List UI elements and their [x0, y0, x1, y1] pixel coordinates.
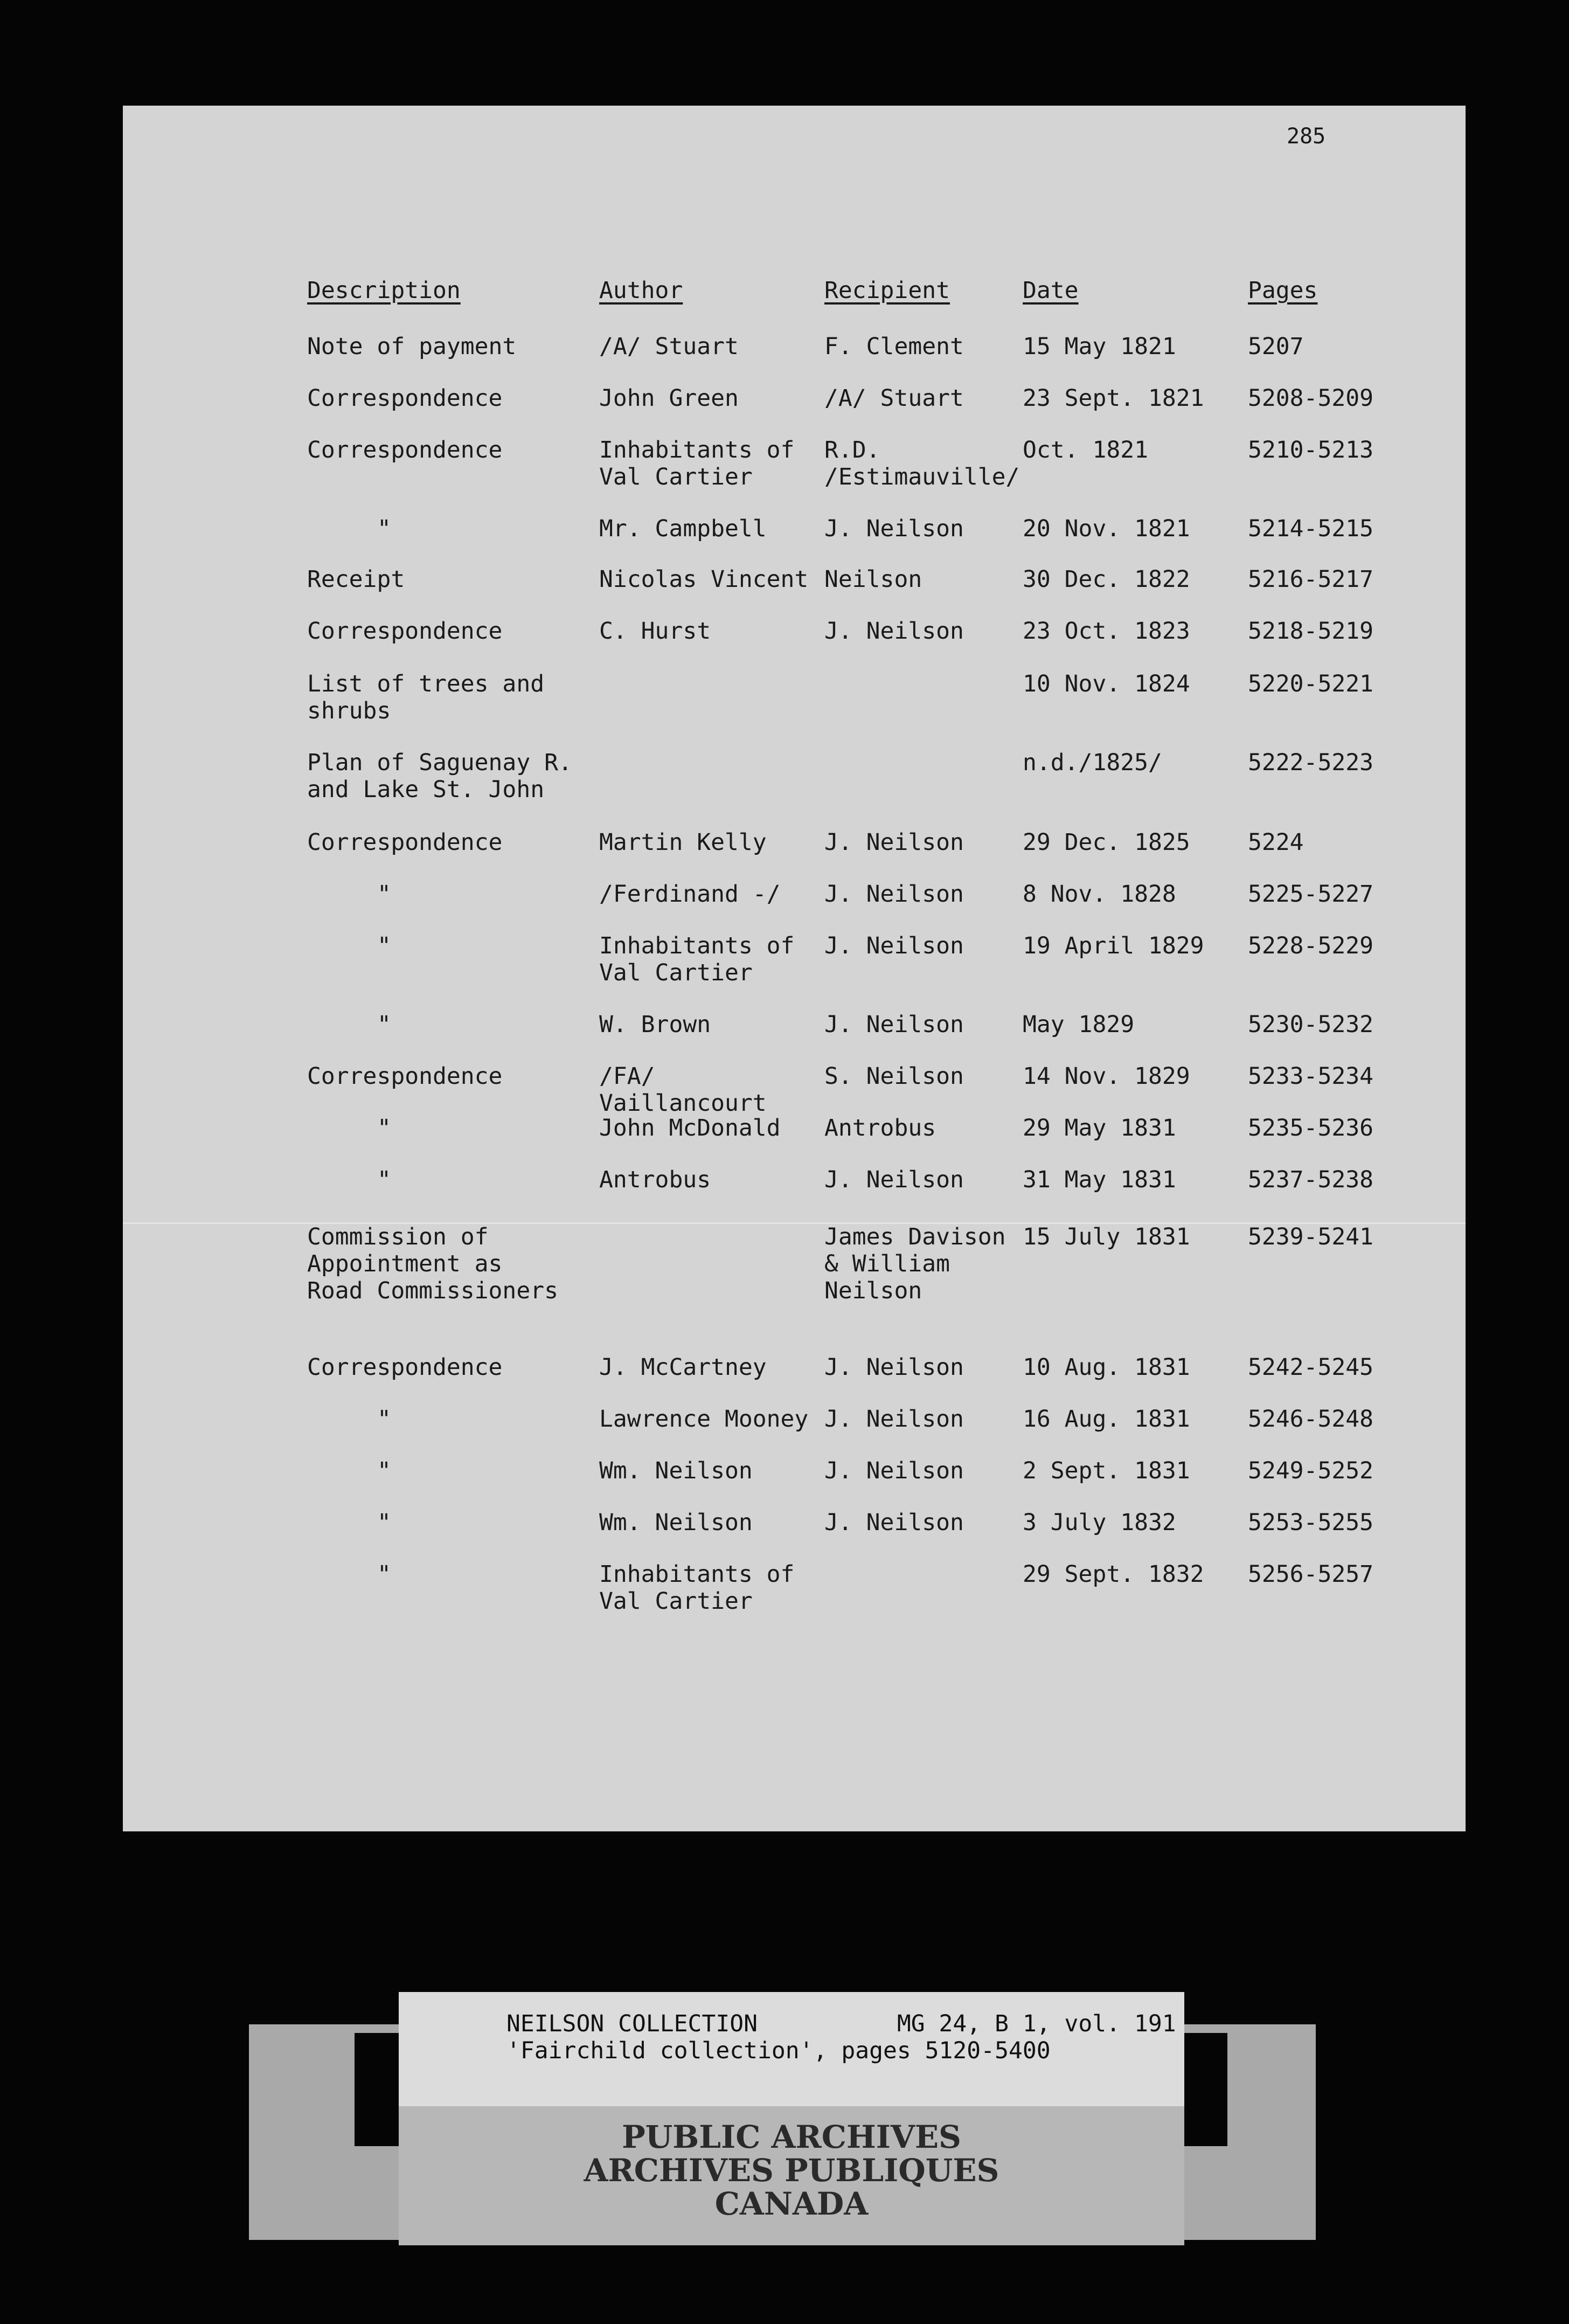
header-recipient: Recipient — [824, 277, 950, 304]
cell-recipient: J. Neilson — [824, 932, 964, 959]
collection-label-line2: 'Fairchild collection', pages 5120-5400 — [506, 2037, 1051, 2064]
cell-pages: 5230-5232 — [1248, 1011, 1373, 1038]
cell-recipient: J. Neilson — [824, 881, 964, 908]
cell-pages: 5237-5238 — [1248, 1166, 1373, 1193]
cell-pages: 5208-5209 — [1248, 385, 1373, 412]
cell-pages: 5242-5245 — [1248, 1354, 1373, 1381]
cell-description: " — [377, 1166, 391, 1193]
cell-author: /A/ Stuart — [599, 333, 739, 360]
cell-recipient: J. Neilson — [824, 515, 964, 542]
cell-recipient: J. Neilson — [824, 1166, 964, 1193]
cell-description: " — [377, 1457, 391, 1484]
page-number: 285 — [1287, 124, 1326, 149]
cell-date: 23 Sept. 1821 — [1023, 385, 1204, 412]
cell-pages: 5222-5223 — [1248, 749, 1373, 776]
cell-date: 30 Dec. 1822 — [1023, 566, 1190, 593]
cell-author: Inhabitants of Val Cartier — [599, 437, 795, 490]
cell-description: " — [377, 515, 391, 542]
cell-date: 2 Sept. 1831 — [1023, 1457, 1190, 1484]
cell-recipient: /A/ Stuart — [824, 385, 964, 412]
cell-date: 15 July 1831 — [1023, 1223, 1190, 1250]
archives-stamp — [399, 2106, 1184, 2245]
header-pages: Pages — [1248, 277, 1318, 304]
cell-author: W. Brown — [599, 1011, 711, 1038]
cell-recipient: Antrobus — [824, 1115, 936, 1142]
cell-pages: 5216-5217 — [1248, 566, 1373, 593]
cell-description: Plan of Saguenay R. and Lake St. John — [307, 749, 572, 803]
cell-pages: 5220-5221 — [1248, 670, 1373, 697]
cell-author: Wm. Neilson — [599, 1509, 753, 1536]
cell-author: Inhabitants of Val Cartier — [599, 1561, 795, 1615]
label-shadow-right — [1184, 2033, 1227, 2146]
cell-pages: 5218-5219 — [1248, 618, 1373, 645]
header-description: Description — [307, 277, 461, 304]
header-date: Date — [1023, 277, 1079, 304]
cell-pages: 5235-5236 — [1248, 1115, 1373, 1142]
cell-pages: 5256-5257 — [1248, 1561, 1373, 1588]
cell-description: " — [377, 1115, 391, 1142]
cell-recipient: S. Neilson — [824, 1063, 964, 1090]
cell-date: n.d./1825/ — [1023, 749, 1162, 776]
cell-author: Nicolas Vincent — [599, 566, 809, 593]
cell-date: 19 April 1829 — [1023, 932, 1204, 959]
cell-author: Lawrence Mooney — [599, 1406, 809, 1433]
label-shadow-left — [355, 2033, 399, 2146]
cell-date: May 1829 — [1023, 1011, 1135, 1038]
cell-author: C. Hurst — [599, 618, 711, 645]
cell-date: Oct. 1821 — [1023, 437, 1148, 464]
cell-recipient: Neilson — [824, 566, 922, 593]
collection-label — [399, 1992, 1184, 2106]
cell-pages: 5233-5234 — [1248, 1063, 1373, 1090]
cell-date: 8 Nov. 1828 — [1023, 881, 1176, 908]
cell-recipient: J. Neilson — [824, 1011, 964, 1038]
cell-date: 31 May 1831 — [1023, 1166, 1176, 1193]
cell-description: " — [377, 932, 391, 959]
cell-recipient: J. Neilson — [824, 1509, 964, 1536]
cell-description: " — [377, 881, 391, 908]
cell-description: Note of payment — [307, 333, 517, 360]
cell-date: 23 Oct. 1823 — [1023, 618, 1190, 645]
cell-date: 10 Nov. 1824 — [1023, 670, 1190, 697]
cell-recipient: J. Neilson — [824, 1354, 964, 1381]
cell-pages: 5249-5252 — [1248, 1457, 1373, 1484]
cell-author: J. McCartney — [599, 1354, 767, 1381]
cell-description: " — [377, 1509, 391, 1536]
cell-author: Mr. Campbell — [599, 515, 767, 542]
cell-description: Correspondence — [307, 618, 503, 645]
cell-author: /FA/ Vaillancourt — [599, 1063, 767, 1117]
cell-author: Wm. Neilson — [599, 1457, 753, 1484]
cell-date: 20 Nov. 1821 — [1023, 515, 1190, 542]
cell-author: John Green — [599, 385, 739, 412]
cell-date: 29 Sept. 1832 — [1023, 1561, 1204, 1588]
cell-author: Antrobus — [599, 1166, 711, 1193]
cell-pages: 5207 — [1248, 333, 1304, 360]
cell-pages: 5228-5229 — [1248, 932, 1373, 959]
cell-date: 16 Aug. 1831 — [1023, 1406, 1190, 1433]
cell-date: 14 Nov. 1829 — [1023, 1063, 1190, 1090]
document-page — [123, 106, 1466, 1831]
cell-date: 15 May 1821 — [1023, 333, 1176, 360]
cell-recipient: F. Clement — [824, 333, 964, 360]
cell-recipient: James Davison & William Neilson — [824, 1223, 1006, 1304]
cell-description: " — [377, 1011, 391, 1038]
cell-pages: 5225-5227 — [1248, 881, 1373, 908]
cell-description: Commission of Appointment as Road Commissioners — [307, 1223, 558, 1304]
cell-description: " — [377, 1406, 391, 1433]
cell-date: 10 Aug. 1831 — [1023, 1354, 1190, 1381]
cell-author: /Ferdinand -/ — [599, 881, 781, 908]
cell-description: Correspondence — [307, 1063, 503, 1090]
cell-pages: 5246-5248 — [1248, 1406, 1373, 1433]
cell-description: " — [377, 1561, 391, 1588]
cell-author: Martin Kelly — [599, 829, 767, 856]
cell-description: Correspondence — [307, 437, 503, 464]
cell-pages: 5239-5241 — [1248, 1223, 1373, 1250]
cell-pages: 5210-5213 — [1248, 437, 1373, 464]
cell-description: Correspondence — [307, 385, 503, 412]
stamp-line3: CANADA — [714, 2185, 869, 2222]
cell-pages: 5214-5215 — [1248, 515, 1373, 542]
cell-pages: 5224 — [1248, 829, 1304, 856]
cell-author: Inhabitants of Val Cartier — [599, 932, 795, 986]
header-author: Author — [599, 277, 683, 304]
cell-pages: 5253-5255 — [1248, 1509, 1373, 1536]
cell-description: Correspondence — [307, 1354, 503, 1381]
cell-date: 29 Dec. 1825 — [1023, 829, 1190, 856]
cell-recipient: J. Neilson — [824, 1406, 964, 1433]
cell-date: 29 May 1831 — [1023, 1115, 1176, 1142]
cell-description: Correspondence — [307, 829, 503, 856]
cell-recipient: R.D. /Estimauville/ — [824, 437, 1020, 490]
cell-recipient: J. Neilson — [824, 829, 964, 856]
cell-recipient: J. Neilson — [824, 1457, 964, 1484]
stamp-line1: PUBLIC ARCHIVES — [622, 2119, 961, 2155]
cell-recipient: J. Neilson — [824, 618, 964, 645]
finding-aid-table — [123, 106, 1466, 1831]
archive-label-strip — [249, 1992, 1316, 2245]
stamp-line2: ARCHIVES PUBLIQUES — [584, 2152, 999, 2189]
cell-description: Receipt — [307, 566, 405, 593]
collection-label-line1: NEILSON COLLECTION MG 24, B 1, vol. 191 — [506, 2010, 1176, 2037]
cell-description: List of trees and shrubs — [307, 670, 545, 724]
cell-author: John McDonald — [599, 1115, 781, 1142]
cell-date: 3 July 1832 — [1023, 1509, 1176, 1536]
